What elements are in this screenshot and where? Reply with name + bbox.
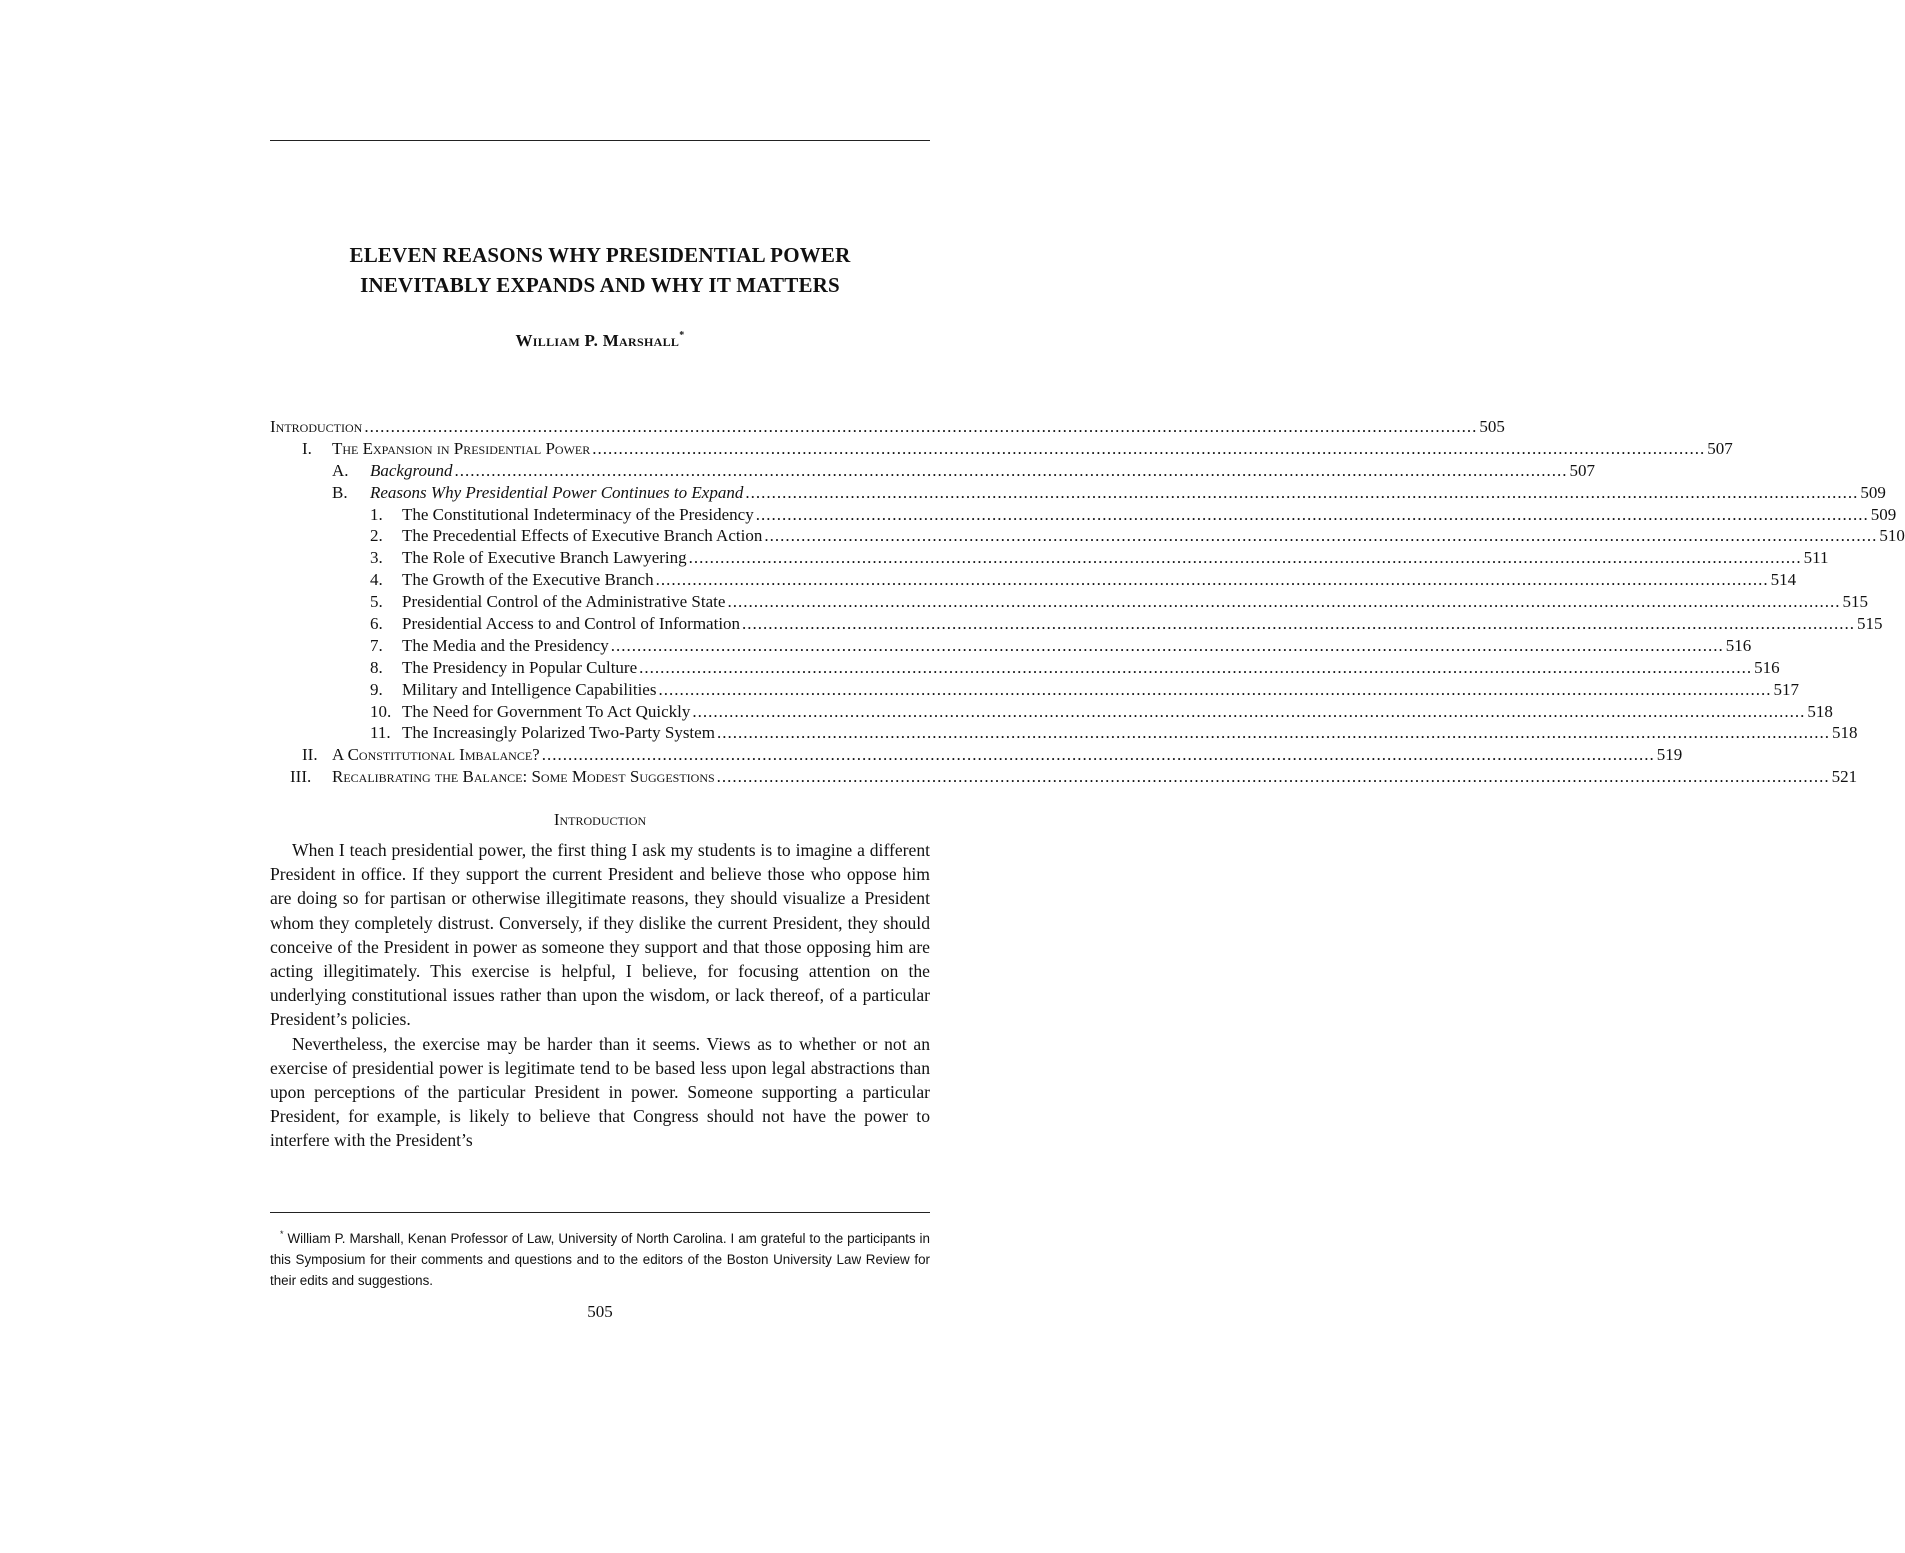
author-footnote-mark[interactable]: * (679, 330, 685, 341)
toc-entry-label: The Expansion in Presidential Power (332, 438, 591, 458)
toc-leader-dots (364, 416, 1477, 438)
toc-entry-label: A Constitutional Imbalance? (332, 745, 540, 765)
toc-entry-label: Recalibrating the Balance: Some Modest Suggestions (332, 767, 715, 787)
toc-entry-page: 505 (1479, 417, 1505, 436)
toc-leader-dots (745, 482, 1858, 504)
toc-leader-dots (689, 547, 1802, 569)
toc-entry[interactable] (270, 460, 1595, 482)
toc-entry-page: 507 (1707, 438, 1733, 458)
toc-entry-label: The Precedential Effects of Executive Branch Action (402, 526, 763, 546)
toc-entry-number: 1. (370, 504, 383, 524)
toc-entry-number: 4. (370, 570, 383, 590)
section-heading-introduction: Introduction (553, 810, 647, 829)
toc-leader-dots (717, 766, 1830, 788)
toc-entry[interactable] (270, 657, 1780, 679)
author-byline (270, 324, 930, 353)
article-title (270, 240, 930, 300)
toc-entry-number: 5. (370, 592, 383, 612)
toc-leader-dots (727, 591, 1840, 613)
paragraph-1: When I teach presidential power, the first thing I ask my students is to imagine a different President in office. If they support the current President and believe those who oppose him are doing so for partisan or otherwise illegitimate reasons, they should visualize a President whom they completely distrust. Conversely, if they dislike the current President, they should conceive of the President in power as someone they support and that those opposing him are acting illegitimately. This exercise is helpful, I believe, for focusing attention on the underlying constitutional issues rather than upon the wisdom, or lack thereof, of a particular President’s policies. (270, 840, 930, 1030)
toc-entry[interactable] (270, 525, 1905, 547)
toc-entry-number: III. (290, 767, 312, 787)
toc-entry-label: Presidential Control of the Administrative State (402, 592, 726, 612)
page-number: 505 (587, 1302, 613, 1321)
toc-entry-label: The Constitutional Indeterminacy of the Presidency (402, 504, 754, 524)
toc-leader-dots (656, 569, 1769, 591)
toc-entry[interactable] (270, 569, 1797, 591)
toc-entry[interactable] (270, 613, 1883, 635)
toc-entry[interactable] (270, 438, 1733, 460)
toc-entry-page: 519 (1656, 745, 1683, 765)
toc-entry-page: 514 (1770, 570, 1797, 590)
toc-entry-number: 8. (370, 657, 383, 677)
toc-entry-label: Background (370, 460, 453, 480)
toc-entry[interactable] (270, 744, 1683, 766)
toc-entry-page: 521 (1831, 767, 1858, 787)
toc-leader-dots (592, 438, 1705, 460)
footnote-text: William P. Marshall, Kenan Professor of Law, University of North Carolina. I am grateful to the participants in this Symposium for their comments and questions and to the editors of the Boston University Law Review for their edits and suggestions. (270, 1231, 930, 1288)
toc-entry-label: Military and Intelligence Capabilities (402, 679, 657, 699)
toc-leader-dots (756, 504, 1869, 526)
toc-entry-number: 2. (370, 526, 383, 546)
toc-entry-number: 9. (370, 679, 383, 699)
title-line-2: INEVITABLY EXPANDS AND WHY IT MATTERS (360, 273, 840, 297)
toc-entry-label: The Increasingly Polarized Two-Party System (402, 723, 715, 743)
toc-entry-number: I. (302, 438, 312, 458)
toc-entry-label: The Presidency in Popular Culture (402, 657, 638, 677)
toc-entry-number: 11. (370, 723, 391, 743)
paragraph-2: Nevertheless, the exercise may be harder than it seems. Views as to whether or not an exercise of presidential power is legitimate tend to be based less upon legal abstractions than upon perceptions of the particular President in power. Someone supporting a particular President, for example, is likely to believe that Congress should not have the power to interfere with the President’s (270, 1033, 930, 1151)
footnote-rule (270, 1212, 930, 1213)
toc-entry[interactable] (270, 591, 1868, 613)
toc-entry-label: The Growth of the Executive Branch (402, 570, 654, 590)
toc-entry[interactable] (270, 416, 1505, 438)
toc-entry-page: 507 (1569, 460, 1595, 480)
toc-entry-number: II. (302, 745, 318, 765)
toc-entry-number: 10. (370, 701, 392, 721)
toc-entry-number: B. (332, 482, 348, 502)
toc-leader-dots (611, 635, 1724, 657)
toc-entry-label: The Media and the Presidency (402, 635, 609, 655)
header-rule (270, 140, 930, 141)
toc-entry[interactable] (270, 766, 1858, 788)
toc-entry[interactable] (270, 504, 1897, 526)
toc-leader-dots (454, 460, 1567, 482)
toc-leader-dots (692, 701, 1805, 723)
toc-entry-page: 516 (1725, 635, 1752, 655)
toc-entry-page: 518 (1831, 723, 1858, 743)
toc-entry[interactable] (270, 635, 1752, 657)
toc-entry[interactable] (270, 679, 1799, 701)
footnote (270, 1224, 930, 1291)
toc-entry-number: A. (332, 460, 349, 480)
toc-leader-dots (742, 613, 1855, 635)
toc-entry-label: Introduction (270, 417, 363, 436)
toc-entry[interactable] (270, 547, 1829, 569)
toc-entry-label: The Role of Executive Branch Lawyering (402, 548, 687, 568)
toc-leader-dots (658, 679, 1771, 701)
document-page (270, 0, 1905, 1553)
toc-entry-page: 509 (1860, 482, 1886, 502)
toc-entry-label: Presidential Access to and Control of Information (402, 614, 741, 634)
toc-entry-page: 518 (1807, 701, 1833, 721)
toc-entry-number: 6. (370, 614, 383, 634)
toc-entry-page: 511 (1803, 548, 1829, 568)
toc-entry-page: 509 (1870, 504, 1897, 524)
toc-entry-label: Reasons Why Presidential Power Continues to Expand (370, 482, 744, 502)
toc-entry-label: The Need for Government To Act Quickly (402, 701, 691, 721)
toc-leader-dots (542, 744, 1655, 766)
author-name: William P. Marshall (515, 331, 680, 350)
toc-entry[interactable] (270, 722, 1858, 744)
toc-entry-number: 7. (370, 635, 383, 655)
footnote-mark: * (280, 1229, 284, 1239)
toc-entry-page: 515 (1857, 614, 1883, 634)
toc-entry-page: 517 (1773, 679, 1799, 699)
toc-leader-dots (717, 722, 1830, 744)
toc-leader-dots (639, 657, 1752, 679)
body-text (270, 838, 930, 1153)
title-line-1: ELEVEN REASONS WHY PRESIDENTIAL POWER (349, 243, 851, 267)
toc-entry-page: 510 (1879, 526, 1905, 546)
toc-leader-dots (764, 525, 1877, 547)
toc-entry-page: 515 (1842, 592, 1868, 612)
toc-entry-number: 3. (370, 548, 383, 568)
toc-entry[interactable] (270, 701, 1833, 723)
toc-entry[interactable] (270, 482, 1886, 504)
toc-entry-page: 516 (1754, 657, 1780, 677)
table-of-contents (270, 416, 1905, 788)
